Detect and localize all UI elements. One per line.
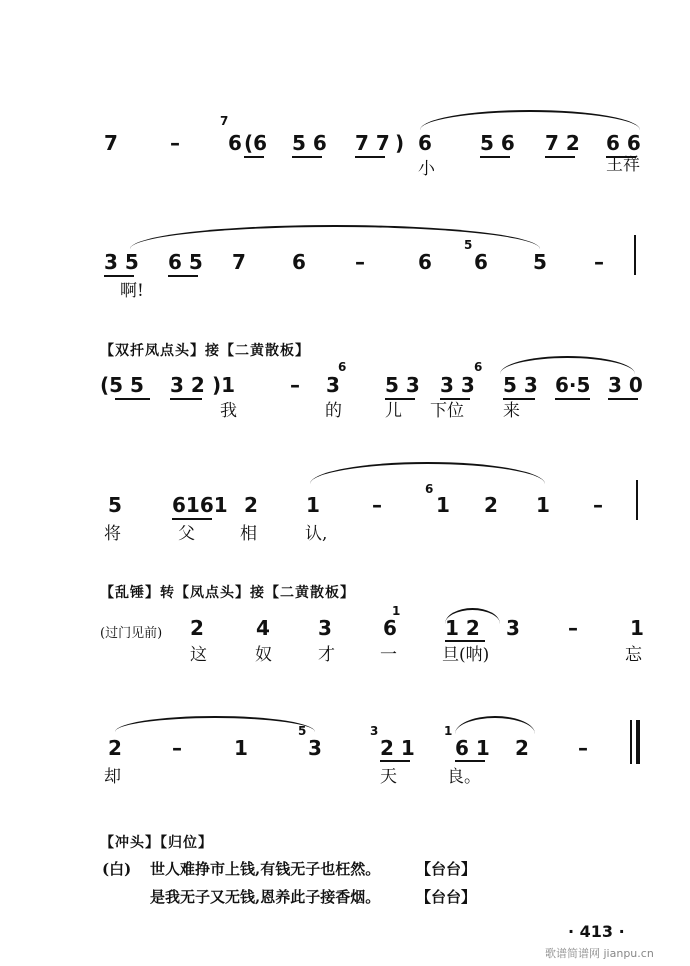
dialogue-cue: 【台台】 [416, 888, 477, 906]
beam [172, 518, 212, 520]
beam [355, 156, 385, 158]
dialogue-cue: 【台台】 [416, 860, 477, 878]
section-tag: 【冲头】【归位】 [100, 835, 213, 851]
grace-note: 7 [220, 114, 229, 128]
note: (6 [244, 131, 268, 155]
note: 7 2 [545, 131, 580, 155]
note: – [594, 250, 604, 274]
note: 1 [306, 493, 320, 517]
lyric: 这 [190, 645, 207, 665]
lyric: 才 [318, 645, 335, 665]
note: 6 1 [455, 736, 490, 760]
beam [480, 156, 510, 158]
beam [292, 156, 322, 158]
beam [168, 275, 198, 277]
note: 2 1 [380, 736, 415, 760]
barline [636, 480, 638, 520]
beam [445, 640, 485, 642]
barline [630, 720, 632, 764]
lyric: 将 [104, 524, 121, 544]
note: 7 [232, 250, 246, 274]
grace-note: 6 [338, 360, 347, 374]
lyric: 良。 [447, 767, 481, 787]
note: 6·5 [555, 373, 591, 397]
note: 5 3 [385, 373, 420, 397]
note: 5 [533, 250, 547, 274]
lyric: 天 [380, 767, 397, 787]
note: 2 [244, 493, 258, 517]
lyric: 奴 [255, 645, 272, 665]
note: 6 [418, 131, 432, 155]
lyric: 来 [503, 401, 520, 421]
lyric: 啊! [120, 281, 144, 301]
lyric: 相 [240, 524, 257, 544]
note: – [593, 493, 603, 517]
lyric: 我 [220, 401, 237, 421]
beam [440, 398, 470, 400]
lyric: 下位 [430, 401, 464, 421]
note: – [568, 616, 578, 640]
beam [170, 398, 202, 400]
dialogue-text: 是我无子又无钱,恩养此子接香烟。 [150, 888, 381, 906]
beam [385, 398, 415, 400]
note: 5 [108, 493, 122, 517]
lyric: 儿 [385, 401, 402, 421]
lyric: 的 [325, 401, 342, 421]
beam [455, 760, 485, 762]
note: 3 2 [170, 373, 205, 397]
lyric: 忘 [625, 645, 642, 665]
grace-note: 5 [464, 238, 473, 252]
note: ) [395, 131, 405, 155]
slur [455, 716, 535, 734]
slur [310, 462, 545, 484]
note: 1 2 [445, 616, 480, 640]
lyric: 父 [178, 524, 195, 544]
beam [555, 398, 590, 400]
final-barline [636, 720, 640, 764]
prefix: (过门见前) [100, 626, 163, 641]
note: 3 [318, 616, 332, 640]
beam [115, 398, 150, 400]
watermark: 歌谱简谱网 jianpu.cn [545, 947, 654, 960]
lyric: 认, [305, 524, 328, 544]
note: 2 [515, 736, 529, 760]
note: 5 6 [292, 131, 327, 155]
note: 6 [383, 616, 397, 640]
note: 6 [418, 250, 432, 274]
note: 6161 [172, 493, 228, 517]
barline [634, 235, 636, 275]
note: 3 [308, 736, 322, 760]
lyric: 一 [380, 645, 397, 665]
note: – [172, 736, 182, 760]
note: 2 [108, 736, 122, 760]
note: )1 [212, 373, 236, 397]
note: – [372, 493, 382, 517]
note: 5 3 [503, 373, 538, 397]
slur [500, 356, 635, 374]
note: 4 [256, 616, 270, 640]
note: 7 7 [355, 131, 390, 155]
note: 6 [474, 250, 488, 274]
slur [420, 110, 640, 130]
beam [608, 398, 638, 400]
beam [503, 398, 535, 400]
note: – [355, 250, 365, 274]
lyric: 却 [104, 767, 121, 787]
note: 2 [484, 493, 498, 517]
page-number: · 413 · [568, 922, 625, 941]
lyric: 旦(呐) [442, 645, 490, 665]
beam [244, 156, 264, 158]
grace-note: 6 [425, 482, 434, 496]
note: – [170, 131, 180, 155]
lyric: 小 [418, 159, 435, 179]
dialogue-label: (白) [102, 860, 132, 878]
note: 6 6 [606, 131, 641, 155]
grace-note: 1 [444, 724, 453, 738]
section-tag: 【双扦凤点头】接【二黄散板】 [100, 343, 310, 359]
note: 6 [228, 131, 242, 155]
note: 6 5 [168, 250, 203, 274]
note: 3 3 [440, 373, 475, 397]
grace-note: 1 [392, 604, 401, 618]
note: 1 [234, 736, 248, 760]
note: 6 [292, 250, 306, 274]
lyric: 王祥 [606, 155, 640, 175]
note: 3 [506, 616, 520, 640]
grace-note: 5 [298, 724, 307, 738]
slur [130, 225, 540, 249]
note: 1 [536, 493, 550, 517]
note: 3 [326, 373, 340, 397]
beam [380, 760, 410, 762]
note: 3 0 [608, 373, 643, 397]
note: 3 5 [104, 250, 139, 274]
grace-note: 6 [474, 360, 483, 374]
note: (5 5 [100, 373, 144, 397]
note: 5 6 [480, 131, 515, 155]
note: – [290, 373, 300, 397]
dialogue-text: 世人难挣市上钱,有钱无子也枉然。 [150, 860, 381, 878]
note: 7 [104, 131, 118, 155]
note: 1 [436, 493, 450, 517]
beam [104, 275, 134, 277]
slur [115, 716, 315, 732]
grace-note: 3 [370, 724, 379, 738]
section-tag: 【乱锤】转【凤点头】接【二黄散板】 [100, 585, 355, 601]
note: – [578, 736, 588, 760]
beam [545, 156, 575, 158]
note: 1 [630, 616, 644, 640]
note: 2 [190, 616, 204, 640]
